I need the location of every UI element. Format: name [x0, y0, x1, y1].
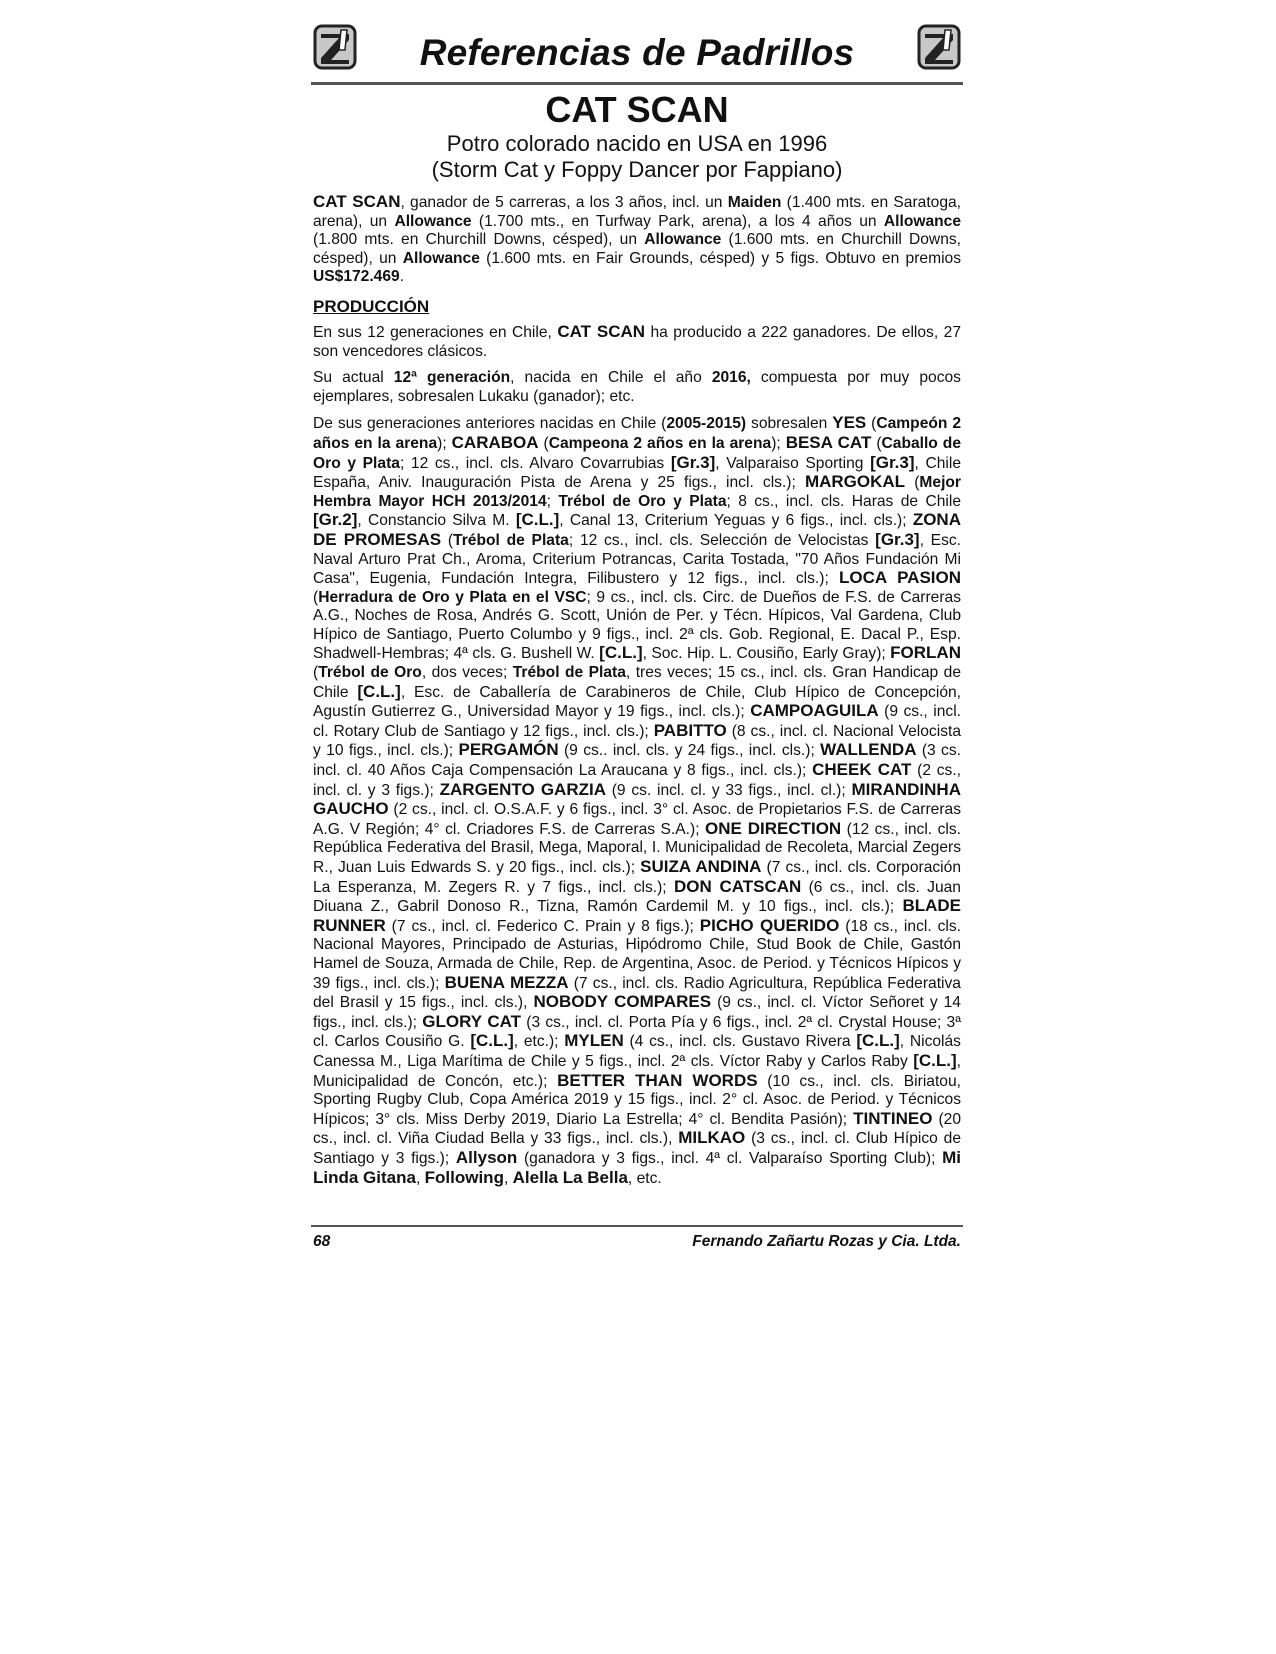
page	[311, 22, 963, 1196]
race-type: Allowance	[883, 212, 962, 230]
text: (	[866, 415, 877, 433]
horse-name-inline: BETTER THAN WORDS	[557, 1070, 758, 1090]
honor: Mejor Hembra Mayor HCH 2013/2014	[313, 474, 961, 510]
horse-name-inline: BUENA MEZZA	[444, 972, 569, 992]
text: (3 cs., incl. cl. Porta Pía y 6 figs., incl. 2ª cl. Crystal House; 3ª cl. Carlos Cousiño G.	[313, 1013, 961, 1051]
text: (	[538, 434, 549, 452]
page-number: 68	[313, 1233, 331, 1250]
text: , Esc. Naval Arturo Prat Ch., Aroma, Criterium Potrancas, Carita Tostada, "70 Años Fundación Mi Casa", Eugenia, Fundación Integra, Filibustero y 12 figs., incl. cls.);	[313, 531, 962, 588]
horse-name-inline: SUIZA ANDINA	[640, 857, 762, 876]
text: sobresalen	[746, 415, 833, 433]
text: De sus generaciones anteriores nacidas en Chile (	[313, 415, 667, 433]
honor: 2005-2015)	[666, 415, 747, 433]
horse-name-inline: YES	[832, 413, 867, 433]
text: .	[399, 268, 405, 286]
text: ha producido a 222 ganadores. De ellos, 27 son vencedores clásicos.	[313, 323, 961, 360]
text: (	[313, 588, 319, 606]
horse-name-inline: [C.L.]	[856, 1031, 900, 1051]
text: , etc.);	[513, 1033, 565, 1051]
text: (6 cs., incl. cls. Juan Diuana Z., Gabril Donoso R., Tizna, Ramón Cardemil M. y 10 figs., incl. cls.);	[313, 878, 961, 916]
horse-name-inline: FORLAN	[890, 643, 961, 663]
text: , nacida en Chile el año	[510, 369, 712, 387]
race-type: Maiden	[727, 194, 782, 211]
horse-name-inline: ZARGENTO GARZIA	[439, 779, 606, 799]
generation-paragraph	[313, 369, 961, 406]
honor: Caballo de Oro y Plata	[313, 434, 962, 472]
text: , Nicolás Canessa M., Liga Marítima de Chile y 5 figs., incl. 2ª cls. Víctor Raby y Carlos Raby	[313, 1033, 961, 1070]
honor: Campeona 2 años en la arena	[548, 434, 772, 452]
horse-name-inline: [C.L.]	[357, 681, 401, 701]
text: (8 cs., incl. cl. Nacional Velocista y 10 figs., incl. cls.);	[313, 722, 961, 760]
horse-name-inline: MILKAO	[678, 1128, 746, 1148]
text: Su actual	[313, 369, 394, 387]
text: (	[905, 474, 920, 492]
horse-pedigree: (Storm Cat y Foppy Dancer por Fappiano)	[431, 157, 843, 182]
horse-name-inline: [C.L.]	[599, 643, 643, 663]
horse-name-inline: [C.L.]	[470, 1031, 514, 1051]
text: (	[871, 434, 882, 452]
text: , Constancio Silva M.	[357, 512, 516, 530]
text: , Chile España, Aniv. Inauguración Pista de Arena y 25 figs., incl. cls.);	[313, 454, 962, 492]
text: (7 cs., incl. cls. Radio Agricultura, República Federativa del Brasil y 15 figs., incl. cls.),	[313, 974, 961, 1012]
text: (1.800 mts. en Churchill Downs, césped), un	[313, 231, 645, 249]
honor: Trébol de Plata	[453, 531, 569, 549]
publisher-name: Fernando Zañartu Rozas y Cia. Ltda.	[692, 1233, 961, 1250]
horse-name-inline: NOBODY COMPARES	[533, 992, 712, 1012]
section-heading-produccion: PRODUCCIÓN	[313, 296, 430, 316]
horse-name-inline: BLADE RUNNER	[313, 896, 961, 935]
horse-name-inline: PERGAMÓN	[458, 740, 559, 760]
text: , Valparaiso Sporting	[715, 454, 871, 472]
horse-description: Potro colorado nacido en USA en 1996	[446, 131, 828, 156]
horse-name-inline: DON CATSCAN	[673, 876, 802, 896]
year: 2016,	[711, 369, 751, 387]
text: , Municipalidad de Concón, etc.);	[313, 1052, 961, 1090]
generation: 12ª generación	[393, 369, 511, 387]
horse-name-inline: [Gr.3]	[870, 452, 915, 472]
text: ; 8 cs., incl. cls. Haras de Chile	[726, 492, 961, 510]
race-type: Allowance	[394, 212, 472, 230]
text: (2 cs., incl. cl. y 3 figs.);	[313, 762, 962, 799]
text: , ganador de 5 carreras, a los 3 años, incl. un	[400, 194, 728, 211]
racing-logo-icon	[915, 22, 963, 72]
horse-name-inline: GLORY CAT	[422, 1011, 522, 1031]
text: (1.700 mts., en Turfway Park, arena), a los 4 años un	[471, 212, 884, 230]
earnings: US$172.469	[313, 268, 400, 286]
text: (7 cs., incl. cl. Federico C. Prain y 8 figs.);	[385, 917, 700, 935]
horse-name-inline: CAMPOAGUILA	[750, 701, 879, 721]
text: , dos veces;	[421, 664, 513, 682]
text: (1.400 mts. en Saratoga, arena), un	[313, 194, 962, 230]
text: );	[771, 434, 786, 452]
text: (ganadora y 3 figs., incl. 4ª cl. Valparaíso Sporting Club);	[517, 1149, 943, 1167]
race-type: Allowance	[644, 231, 722, 249]
horse-name-inline: LOCA PASION	[838, 568, 962, 588]
horse-name-inline: [Gr.2]	[313, 510, 358, 530]
text: (7 cs., incl. cls. Corporación La Esperanza, M. Zegers R. y 7 figs., incl. cls.);	[313, 859, 961, 896]
text: ; 12 cs., incl. cls. Selección de Velocistas	[568, 531, 876, 549]
honor: Campeón 2 años en la arena	[313, 415, 962, 452]
text: (12 cs., incl. cls. República Federativa del Brasil, Mega, Maporal, I. Municipalidad de Recoleta, Marcial Zegers R., Juan Luis Edwards S. y 20 figs., incl. cls.);	[313, 820, 962, 876]
text: (10 cs., incl. cls. Biriatou, Sporting Rugby Club, Copa América 2019 y 15 figs., incl. 2° cl. Asoc. de Period. y Técnicos Hípicos; 3° cls. Miss Derby 2019, Diario La Estrella; 4° cl. Bendita Pasión);	[313, 1072, 961, 1128]
race-type: Allowance	[402, 249, 480, 267]
honor: Trébol de Oro y Plata	[558, 492, 727, 510]
intro-paragraph	[313, 193, 961, 287]
text: ; 12 cs., incl. cls. Alvaro Covarrubias	[399, 454, 671, 472]
horse-name-inline: CARABOA	[451, 432, 539, 452]
horse-name-inline: [Gr.3]	[670, 452, 716, 472]
text: , Soc. Hip. L. Cousiño, Early Gray);	[642, 645, 891, 663]
horse-name-inline: WALLENDA	[820, 740, 917, 760]
honor: Trébol de Plata	[512, 664, 626, 682]
text: (9 cs., incl. cl. Rotary Club de Santiago y 12 figs., incl. cls.);	[313, 703, 961, 740]
text: En sus 12 generaciones en Chile,	[313, 323, 558, 341]
text: (9 cs. incl. cl. y 33 figs., incl. cl.);	[606, 781, 852, 799]
horse-name-inline: MARGOKAL	[804, 472, 906, 492]
horse-name-inline: Mi Linda Gitana	[313, 1147, 962, 1187]
horse-name-inline: MYLEN	[564, 1031, 624, 1051]
production-paragraph	[313, 323, 961, 361]
horse-name-inline: CAT SCAN	[557, 321, 646, 341]
text: , Canal 13, Criterium Yeguas y 6 figs., incl. cls.);	[559, 512, 913, 530]
text: (2 cs., incl. cl. O.S.A.F. y 6 figs., incl. 3° cl. Asoc. de Propietarios F.S. de Carreras A.G. V Región; 4° cl. Criadores F.S. de Carreras S.A.);	[313, 801, 961, 838]
article-body	[311, 193, 963, 1188]
horse-name-inline: ONE DIRECTION	[705, 818, 842, 838]
horse-name-inline: Alella La Bella	[512, 1167, 628, 1187]
horse-name-inline: PICHO QUERIDO	[699, 915, 840, 935]
horse-name-inline: PABITTO	[653, 720, 727, 740]
honor: Herradura de Oro y Plata en el VSC	[318, 588, 587, 606]
horse-name-inline: [Gr.3]	[875, 529, 920, 549]
horse-name-inline: Allyson	[455, 1147, 518, 1167]
text: (	[313, 664, 319, 682]
text: );	[437, 434, 452, 452]
horse-name-inline: BESA CAT	[785, 432, 872, 452]
text: (	[441, 531, 454, 549]
page-footer	[311, 1225, 963, 1251]
header-title: Referencias de Padrillos	[419, 32, 855, 73]
text: compuesta por muy pocos ejemplares, sobresalen Lukaku (ganador); etc.	[313, 369, 961, 405]
honor: Trébol de Oro	[318, 664, 422, 682]
text: (20 cs., incl. cl. Viña Ciudad Bella y 33 figs., incl. cls.),	[313, 1110, 961, 1148]
text: (3 cs., incl. cl. Club Hípico de Santiago y 3 figs.);	[313, 1130, 961, 1167]
text: (18 cs., incl. cls. Nacional Mayores, Principado de Asturias, Hipódromo Chile, Stud Book de Chile, Gastón Hamel de Souza, Armada de Chile, Rep. de Argentina, Asoc. de Period. y Técnicos Hípicos y 39 figs., incl. cls.);	[313, 917, 961, 992]
text: ;	[546, 492, 559, 510]
text: (3 cs. incl. cl. 40 Años Caja Compensación La Araucana y 8 figs., incl. cls.);	[313, 742, 961, 780]
descendants-paragraph	[313, 414, 961, 1188]
text: ,	[415, 1169, 425, 1187]
horse-name-inline: CAT SCAN	[313, 192, 401, 211]
text: , tres veces; 15 cs., incl. cls. Gran Handicap de Chile	[313, 664, 961, 701]
text: (9 cs.. incl. cls. y 24 figs., incl. cls.);	[558, 742, 821, 760]
horse-name: CAT SCAN	[545, 89, 729, 130]
horse-name-inline: ZONA DE PROMESAS	[313, 510, 961, 549]
horse-name-inline: [C.L.]	[913, 1050, 957, 1070]
horse-name-inline: Following	[424, 1167, 504, 1187]
text: (9 cs., incl. cl. Víctor Señoret y 14 figs., incl. cls.);	[313, 994, 961, 1031]
text: ; 9 cs., incl. cls. Circ. de Dueños de F.S. de Carreras A.G., Noches de Rosa, Andrés G. Scott, Unión de Per. y Técn. Hípicos, Val Gardena, Club Hípico de Santiago, Puerto Columbo y 9 figs., incl. 2ª cls. Gob. Regional, E. Dacal P., Esp. Shadwell-Hembras; 4ª cls. G. Bushell W.	[313, 588, 962, 663]
horse-name-inline: MIRANDINHA GAUCHO	[313, 779, 961, 819]
text: , etc.	[627, 1169, 662, 1187]
page-header	[311, 22, 963, 85]
text: (1.600 mts. en Fair Grounds, césped) y 5 figs. Obtuvo en premios	[479, 249, 962, 267]
text: , Esc. de Caballería de Carabineros de Chile, Club Hípico de Concepción, Agustín Gutierrez G., Universidad Mayor y 19 figs., incl. cls.);	[313, 683, 962, 721]
horse-name-inline: [C.L.]	[515, 510, 560, 530]
text: (1.600 mts. en Churchill Downs, césped), un	[313, 231, 961, 267]
horse-name-inline: CHEEK CAT	[812, 760, 912, 780]
text: ,	[503, 1169, 513, 1187]
text: (4 cs., incl. cls. Gustavo Rivera	[623, 1033, 857, 1051]
horse-name-inline: TINTINEO	[853, 1108, 933, 1128]
